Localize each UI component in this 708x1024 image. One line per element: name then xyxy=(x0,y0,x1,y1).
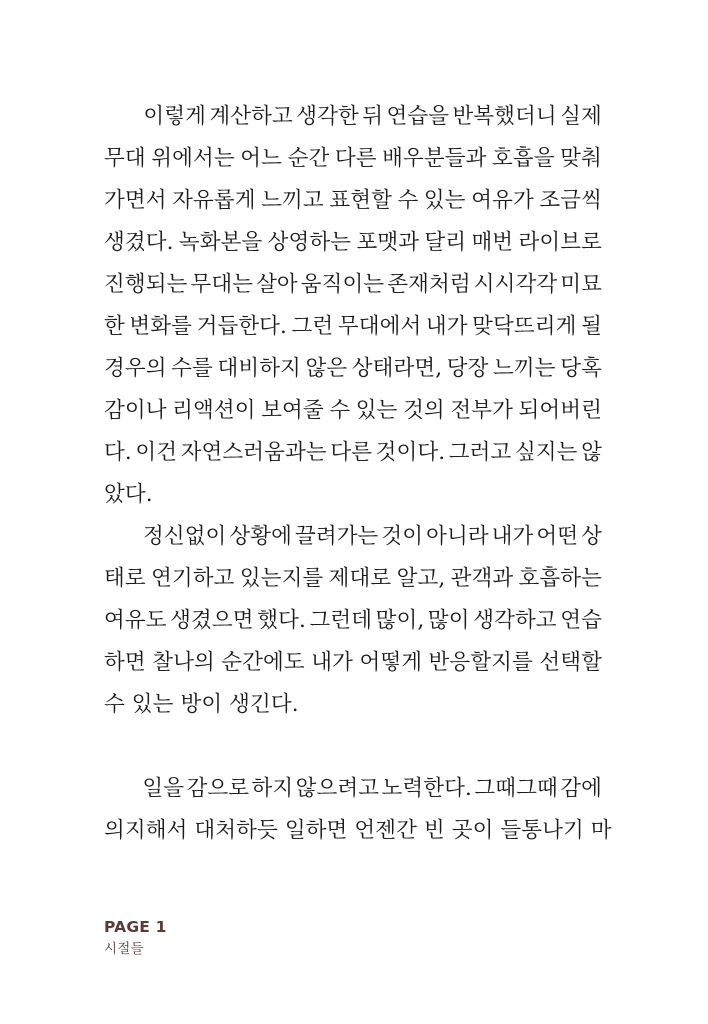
text-word: 있는 xyxy=(355,398,398,423)
text-word: 어떤 xyxy=(536,524,579,549)
text-word: 내가 xyxy=(425,314,468,339)
text-line xyxy=(104,390,602,432)
text-word: 그런데 xyxy=(309,608,373,633)
text-word: 것이 xyxy=(381,524,424,549)
text-word: 전부가 xyxy=(450,398,513,423)
text-word: 반응할지를 xyxy=(428,650,533,675)
text-word: 이건 xyxy=(135,440,178,465)
text-word: 맞닥뜨리게 xyxy=(472,314,577,339)
text-word: 느끼는 xyxy=(493,356,556,381)
text-word: 배우분들과 xyxy=(382,146,487,171)
text-word: 끌려가는 xyxy=(294,524,379,549)
text-word: 위에서는 xyxy=(151,146,235,171)
text-line xyxy=(104,642,602,684)
body-text-block xyxy=(104,96,612,852)
text-word: 감에 xyxy=(560,776,602,801)
text-word: 다른 xyxy=(330,440,373,465)
text-line xyxy=(104,432,602,474)
text-line xyxy=(104,768,602,810)
text-word: 알고, xyxy=(396,566,446,591)
text-word: 당혹 xyxy=(560,356,602,381)
page-footer xyxy=(104,917,404,959)
paragraph-spacer xyxy=(104,726,602,768)
text-word: 감이나 xyxy=(104,398,167,423)
paragraph-indent xyxy=(104,96,140,138)
text-word: 있는 xyxy=(423,188,466,213)
footer-book-title: 시절들 xyxy=(104,941,144,957)
text-word: 한 xyxy=(104,314,125,339)
text-line xyxy=(104,348,602,390)
text-word: 무대 xyxy=(104,146,146,171)
text-word: 생각하고 xyxy=(473,608,557,633)
text-word: 순간 xyxy=(287,146,330,171)
text-word: 녹화본을 xyxy=(178,230,263,255)
text-word: 하면 xyxy=(104,650,146,675)
text-word: 여유가 xyxy=(471,188,534,213)
text-word: 감으로 xyxy=(186,776,250,801)
text-word: 조금씩 xyxy=(539,188,602,213)
text-word: 당장 xyxy=(446,356,489,381)
text-word: 무대는 xyxy=(190,272,254,297)
text-word: 어느 xyxy=(240,146,283,171)
text-word: 것이다. xyxy=(375,440,446,465)
text-word: 자유롭게 xyxy=(172,188,256,213)
text-word: 않은 xyxy=(305,356,348,381)
text-word: 순간에도 xyxy=(221,650,305,675)
text-word: 상영하는 xyxy=(267,230,352,255)
text-word: 연습 xyxy=(560,608,602,633)
text-word: 포맷과 xyxy=(356,230,420,255)
text-word: 대비하지 xyxy=(217,356,301,381)
footer-page-label: PAGE 1 xyxy=(104,918,167,936)
text-line xyxy=(104,96,602,138)
text-word: 이렇게 xyxy=(143,104,206,129)
text-word: 그런 xyxy=(291,314,334,339)
text-line: 수 있는 방이 생긴다. xyxy=(104,692,299,717)
text-word: 그때그때 xyxy=(474,776,558,801)
text-word: 싶지는 xyxy=(514,440,578,465)
text-word: 매번 xyxy=(471,230,514,255)
text-word: 뒤 xyxy=(362,104,384,129)
text-word: 호흡하는 xyxy=(518,566,602,591)
paragraph-indent xyxy=(104,516,140,558)
text-word: 반복했더니 xyxy=(452,104,557,129)
text-word: 다. xyxy=(104,440,132,465)
text-word: 많이 xyxy=(427,608,470,633)
text-word: 실제 xyxy=(560,104,602,129)
text-word: 상 xyxy=(581,524,602,549)
text-word: 수 xyxy=(397,188,419,213)
text-word: 존재처럼 xyxy=(387,272,471,297)
text-line xyxy=(104,306,602,348)
text-word: 연습을 xyxy=(386,104,450,129)
text-word: 관객과 xyxy=(450,566,514,591)
text-word: 움직이는 xyxy=(300,272,385,297)
text-word: 거듭한다. xyxy=(196,314,287,339)
text-word: 리액션이 xyxy=(172,398,256,423)
text-word: 수 xyxy=(329,398,351,423)
text-word: 했다. xyxy=(257,608,306,633)
text-line: 았다. xyxy=(104,482,153,507)
text-word: 않으려고 xyxy=(295,776,380,801)
paragraph xyxy=(104,768,612,852)
text-word: 상황에 xyxy=(229,524,292,549)
text-word: 계산하고 xyxy=(209,104,293,129)
text-word: 자연스러움과는 xyxy=(180,440,327,465)
text-word: 표현할 xyxy=(329,188,392,213)
paragraph-container xyxy=(104,96,612,852)
text-word: 시시각각 xyxy=(473,272,558,297)
text-line: 의지해서 대처하듯 일하면 언젠간 빈 곳이 들통나기 마 xyxy=(104,818,612,843)
text-word: 호흡을 xyxy=(492,146,555,171)
text-line xyxy=(104,558,602,600)
text-word: 생각한 xyxy=(296,104,359,129)
text-word: 되어버린 xyxy=(518,398,602,423)
text-line xyxy=(104,600,602,642)
text-line xyxy=(104,180,602,222)
text-word: 경우의 xyxy=(104,356,167,381)
text-word: 상태라면, xyxy=(351,356,443,381)
text-word: 것의 xyxy=(403,398,445,423)
paragraph xyxy=(104,96,602,516)
text-word: 진행되는 xyxy=(104,272,188,297)
text-word: 아니라 xyxy=(426,524,489,549)
text-word: 달리 xyxy=(424,230,467,255)
text-word: 여유도 xyxy=(104,608,167,633)
text-word: 변화를 xyxy=(129,314,193,339)
text-word: 제대로 xyxy=(328,566,392,591)
text-word: 노력한다. xyxy=(381,776,472,801)
text-line xyxy=(104,222,602,264)
text-word: 무대에서 xyxy=(337,314,422,339)
text-word: 하지 xyxy=(251,776,294,801)
text-word: 생겼으면 xyxy=(170,608,254,633)
text-word: 라이브로 xyxy=(518,230,602,255)
text-word: 보여줄 xyxy=(261,398,324,423)
text-word: 있는지를 xyxy=(239,566,324,591)
text-word: 내가 xyxy=(311,650,353,675)
text-line xyxy=(104,516,602,558)
text-word: 찰나의 xyxy=(152,650,215,675)
text-word: 어떻게 xyxy=(359,650,423,675)
text-word: 내가 xyxy=(491,524,534,549)
text-word: 정신없이 xyxy=(142,524,227,549)
text-word: 일을 xyxy=(142,776,185,801)
text-word: 미묘 xyxy=(560,272,602,297)
text-word: 그러고 xyxy=(448,440,512,465)
text-word: 될 xyxy=(581,314,602,339)
text-word: 않 xyxy=(581,440,602,465)
text-word: 태로 xyxy=(104,566,146,591)
text-word: 수를 xyxy=(171,356,213,381)
text-word: 맞춰 xyxy=(560,146,602,171)
text-word: 살아 xyxy=(256,272,298,297)
text-word: 느끼고 xyxy=(261,188,324,213)
text-word: 다른 xyxy=(334,146,377,171)
text-line xyxy=(104,264,602,306)
paragraph xyxy=(104,516,602,726)
text-word: 많이, xyxy=(375,608,425,633)
text-word: 선택할 xyxy=(539,650,602,675)
paragraph-indent xyxy=(104,768,140,810)
text-word: 가면서 xyxy=(104,188,167,213)
text-word: 생겼다. xyxy=(104,230,174,255)
text-line xyxy=(104,138,602,180)
text-word: 연기하고 xyxy=(151,566,235,591)
